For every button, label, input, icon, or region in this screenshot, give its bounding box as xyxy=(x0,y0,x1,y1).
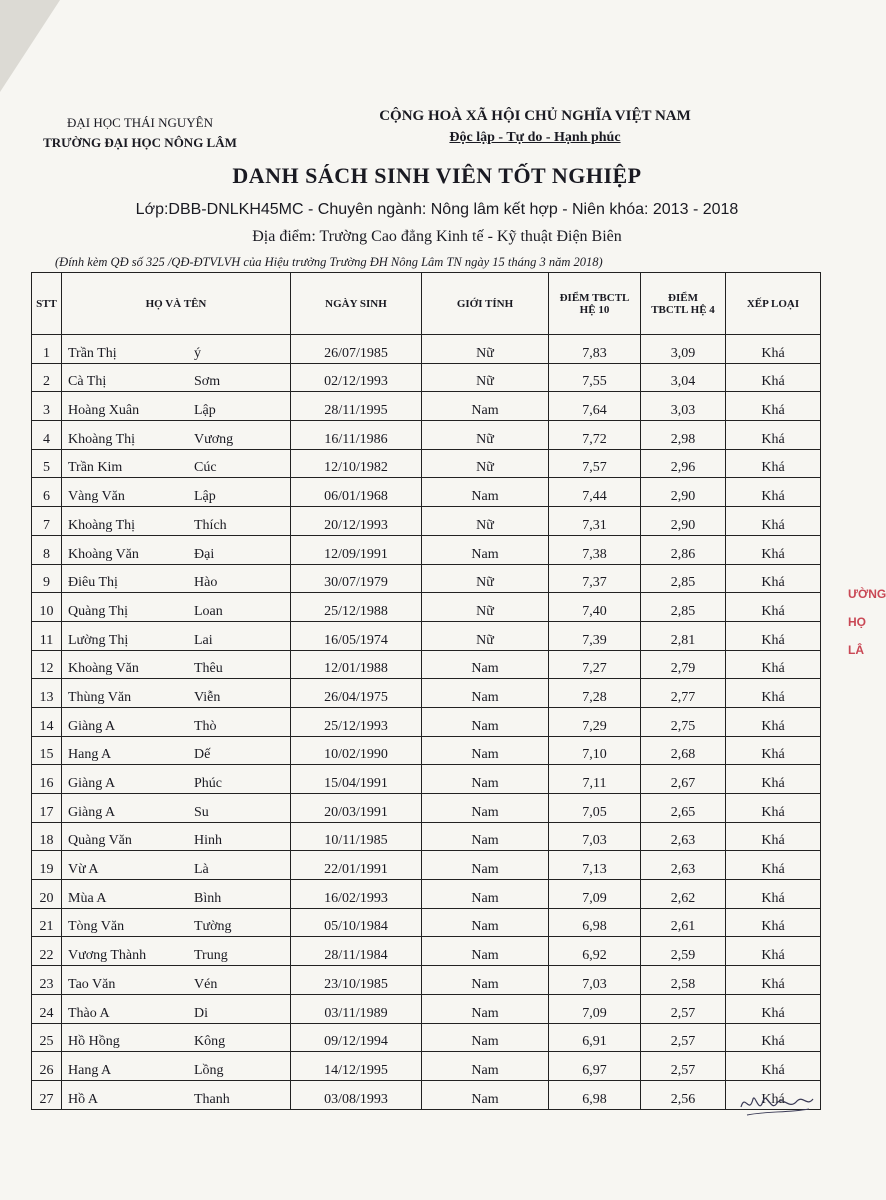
cell-name xyxy=(62,736,291,765)
cell-gpa10: 6,98 xyxy=(549,1080,641,1109)
table-row xyxy=(32,679,821,708)
cell-gender: Nam xyxy=(422,478,549,507)
document-title: DANH SÁCH SINH VIÊN TỐT NGHIỆP xyxy=(232,163,642,188)
cell-name xyxy=(62,593,291,622)
name-first: Điêu Thị xyxy=(68,575,118,591)
cell-gpa4: 2,81 xyxy=(641,621,726,650)
cell-gpa4: 2,62 xyxy=(641,880,726,909)
cell-gpa10: 7,10 xyxy=(549,736,641,765)
cell-rank: Khá xyxy=(726,1023,821,1052)
cell-gender: Nam xyxy=(422,650,549,679)
cell-stt: 21 xyxy=(32,908,62,937)
cell-gpa10: 7,09 xyxy=(549,880,641,909)
table-row xyxy=(32,650,821,679)
cell-rank: Khá xyxy=(726,507,821,536)
cell-gender: Nữ xyxy=(422,564,549,593)
name-given: Cúc xyxy=(194,460,217,476)
name-first: Khoàng Thị xyxy=(68,517,136,533)
cell-dob: 09/12/1994 xyxy=(291,1023,422,1052)
cell-name xyxy=(62,707,291,736)
cell-gender: Nữ xyxy=(422,593,549,622)
cell-name xyxy=(62,621,291,650)
cell-gpa4: 2,85 xyxy=(641,564,726,593)
page-corner-fold xyxy=(0,0,60,92)
name-first: Mùa A xyxy=(68,890,107,906)
cell-rank: Khá xyxy=(726,363,821,392)
cell-stt: 1 xyxy=(32,335,62,364)
cell-rank: Khá xyxy=(726,621,821,650)
name-given: Thò xyxy=(194,718,217,734)
header-gpa10-line2: HỆ 10 xyxy=(579,303,610,316)
cell-dob: 30/07/1979 xyxy=(291,564,422,593)
cell-dob: 20/12/1993 xyxy=(291,507,422,536)
cell-name xyxy=(62,363,291,392)
cell-stt: 26 xyxy=(32,1052,62,1081)
cell-name xyxy=(62,1052,291,1081)
graduates-table xyxy=(31,272,821,1110)
cell-dob: 06/01/1968 xyxy=(291,478,422,507)
cell-rank: Khá xyxy=(726,392,821,421)
name-first: Trần Kim xyxy=(68,460,123,476)
cell-rank: Khá xyxy=(726,765,821,794)
table-row xyxy=(32,564,821,593)
cell-stt: 18 xyxy=(32,822,62,851)
name-first: Tao Văn xyxy=(68,976,116,992)
name-given: Kông xyxy=(194,1034,226,1050)
table-row xyxy=(32,994,821,1023)
cell-rank: Khá xyxy=(726,421,821,450)
name-first: Khoàng Văn xyxy=(68,661,139,677)
cell-stt: 19 xyxy=(32,851,62,880)
class-line: Lớp:DBB-DNLKH45MC - Chuyên ngành: Nông lâm kết hợp - Niên khóa: 2013 - 2018 xyxy=(135,201,739,218)
table-row xyxy=(32,765,821,794)
cell-gpa10: 7,09 xyxy=(549,994,641,1023)
cell-gpa10: 7,29 xyxy=(549,707,641,736)
name-first: Hồ A xyxy=(68,1091,98,1107)
name-given: Phúc xyxy=(194,776,222,791)
cell-rank: Khá xyxy=(726,593,821,622)
cell-name xyxy=(62,392,291,421)
cell-name xyxy=(62,449,291,478)
cell-stt: 12 xyxy=(32,650,62,679)
cell-gpa10: 7,38 xyxy=(549,535,641,564)
cell-name xyxy=(62,937,291,966)
cell-gpa4: 2,79 xyxy=(641,650,726,679)
cell-gpa4: 2,57 xyxy=(641,1052,726,1081)
decision-line: (Đính kèm QĐ số 325 /QĐ-ĐTVLVH của Hiệu trưởng Trường ĐH Nông Lâm TN ngày 15 tháng 3 năm 2018) xyxy=(55,255,603,269)
cell-dob: 14/12/1995 xyxy=(291,1052,422,1081)
name-given: Vén xyxy=(194,976,218,992)
header-right xyxy=(355,105,715,149)
cell-gender: Nam xyxy=(422,535,549,564)
table-row xyxy=(32,966,821,995)
table-row xyxy=(32,851,821,880)
table-row xyxy=(32,822,821,851)
cell-gpa4: 2,85 xyxy=(641,593,726,622)
table-row xyxy=(32,507,821,536)
cell-stt: 25 xyxy=(32,1023,62,1052)
cell-stt: 4 xyxy=(32,421,62,450)
cell-rank: Khá xyxy=(726,535,821,564)
cell-stt: 10 xyxy=(32,593,62,622)
university-name: ĐẠI HỌC THÁI NGUYÊN xyxy=(67,115,213,130)
cell-rank: Khá xyxy=(726,679,821,708)
cell-rank: Khá xyxy=(726,851,821,880)
cell-gpa4: 2,65 xyxy=(641,794,726,823)
name-given: Là xyxy=(194,862,209,878)
name-first: Tòng Văn xyxy=(68,919,125,935)
name-first: Giàng A xyxy=(68,804,116,820)
cell-gpa4: 2,96 xyxy=(641,449,726,478)
table-row xyxy=(32,363,821,392)
cell-stt: 8 xyxy=(32,535,62,564)
cell-stt: 23 xyxy=(32,966,62,995)
table-row xyxy=(32,736,821,765)
table-row xyxy=(32,1080,821,1109)
name-given: Dế xyxy=(194,747,211,763)
school-name: TRƯỜNG ĐẠI HỌC NÔNG LÂM xyxy=(43,135,237,150)
cell-dob: 16/02/1993 xyxy=(291,880,422,909)
table-row xyxy=(32,880,821,909)
name-given: Thêu xyxy=(194,661,223,677)
cell-gender: Nam xyxy=(422,736,549,765)
cell-gpa10: 7,05 xyxy=(549,794,641,823)
cell-gpa4: 3,04 xyxy=(641,363,726,392)
table-row xyxy=(32,794,821,823)
cell-rank: Khá xyxy=(726,736,821,765)
cell-stt: 14 xyxy=(32,707,62,736)
cell-gender: Nữ xyxy=(422,363,549,392)
cell-dob: 05/10/1984 xyxy=(291,908,422,937)
cell-stt: 20 xyxy=(32,880,62,909)
name-first: Quàng Thị xyxy=(68,603,129,619)
cell-rank: Khá xyxy=(726,564,821,593)
cell-dob: 28/11/1995 xyxy=(291,392,422,421)
cell-name xyxy=(62,851,291,880)
cell-gpa10: 6,97 xyxy=(549,1052,641,1081)
cell-stt: 11 xyxy=(32,621,62,650)
cell-gpa10: 6,92 xyxy=(549,937,641,966)
cell-rank: Khá xyxy=(726,794,821,823)
name-given: Thích xyxy=(194,517,227,533)
cell-gpa4: 2,61 xyxy=(641,908,726,937)
cell-gender: Nam xyxy=(422,994,549,1023)
cell-gpa10: 7,57 xyxy=(549,449,641,478)
header-gpa4-line1: ĐIỂM xyxy=(668,291,698,304)
cell-dob: 26/04/1975 xyxy=(291,679,422,708)
cell-stt: 9 xyxy=(32,564,62,593)
header-gpa10-line1: ĐIỂM TBCTL xyxy=(559,291,630,304)
cell-gender: Nam xyxy=(422,392,549,421)
name-given: Lai xyxy=(194,632,213,648)
cell-dob: 12/01/1988 xyxy=(291,650,422,679)
name-given: Lồng xyxy=(194,1062,224,1078)
cell-stt: 16 xyxy=(32,765,62,794)
cell-gpa10: 7,31 xyxy=(549,507,641,536)
header-name: HỌ VÀ TÊN xyxy=(62,273,291,335)
table-row xyxy=(32,535,821,564)
cell-gender: Nam xyxy=(422,966,549,995)
country-name: CỘNG HOÀ XÃ HỘI CHỦ NGHĨA VIỆT NAM xyxy=(379,108,691,124)
cell-gender: Nam xyxy=(422,1080,549,1109)
cell-name xyxy=(62,421,291,450)
cell-gender: Nữ xyxy=(422,335,549,364)
cell-gpa10: 7,39 xyxy=(549,621,641,650)
name-given: Vương xyxy=(194,431,234,447)
cell-rank: Khá xyxy=(726,994,821,1023)
cell-gender: Nam xyxy=(422,765,549,794)
table-row xyxy=(32,478,821,507)
cell-dob: 20/03/1991 xyxy=(291,794,422,823)
cell-name xyxy=(62,794,291,823)
header-rank: XẾP LOẠI xyxy=(726,273,821,335)
header-dob: NGÀY SINH xyxy=(291,273,422,335)
cell-gpa10: 7,03 xyxy=(549,966,641,995)
table-row xyxy=(32,1052,821,1081)
cell-name xyxy=(62,1023,291,1052)
cell-gpa4: 3,03 xyxy=(641,392,726,421)
cell-name xyxy=(62,880,291,909)
name-given: Hinh xyxy=(194,833,222,849)
cell-gpa10: 7,83 xyxy=(549,335,641,364)
cell-gender: Nam xyxy=(422,851,549,880)
name-given: Viễn xyxy=(194,689,221,705)
cell-name xyxy=(62,564,291,593)
handwritten-signature xyxy=(737,1085,817,1125)
cell-name xyxy=(62,822,291,851)
name-first: Thùng Văn xyxy=(68,689,132,705)
cell-gender: Nam xyxy=(422,1023,549,1052)
cell-name xyxy=(62,650,291,679)
table-row xyxy=(32,937,821,966)
name-given: Di xyxy=(194,1005,208,1021)
cell-gpa10: 7,27 xyxy=(549,650,641,679)
cell-stt: 27 xyxy=(32,1080,62,1109)
table-row xyxy=(32,621,821,650)
cell-dob: 10/11/1985 xyxy=(291,822,422,851)
name-given: Lập xyxy=(194,489,216,505)
cell-gender: Nữ xyxy=(422,421,549,450)
table-row xyxy=(32,449,821,478)
header-gpa10 xyxy=(549,273,641,335)
cell-dob: 22/01/1991 xyxy=(291,851,422,880)
header-gender: GIỚI TÍNH xyxy=(422,273,549,335)
name-given: Tường xyxy=(194,919,232,935)
cell-gender: Nữ xyxy=(422,507,549,536)
cell-dob: 02/12/1993 xyxy=(291,363,422,392)
cell-name xyxy=(62,966,291,995)
cell-gpa10: 7,03 xyxy=(549,822,641,851)
cell-dob: 03/11/1989 xyxy=(291,994,422,1023)
name-first: Hang A xyxy=(68,1062,112,1078)
name-given: Trung xyxy=(194,948,228,964)
cell-stt: 22 xyxy=(32,937,62,966)
cell-gender: Nữ xyxy=(422,449,549,478)
cell-dob: 15/04/1991 xyxy=(291,765,422,794)
cell-rank: Khá xyxy=(726,478,821,507)
cell-rank: Khá xyxy=(726,335,821,364)
cell-gpa4: 2,68 xyxy=(641,736,726,765)
header-left xyxy=(30,113,250,153)
cell-rank: Khá xyxy=(726,822,821,851)
cell-name xyxy=(62,679,291,708)
table-row xyxy=(32,908,821,937)
cell-gpa10: 7,44 xyxy=(549,478,641,507)
table-row xyxy=(32,707,821,736)
cell-gender: Nam xyxy=(422,794,549,823)
cell-gender: Nam xyxy=(422,822,549,851)
cell-gpa10: 7,11 xyxy=(549,765,641,794)
name-first: Vừ A xyxy=(68,862,99,878)
name-first: Vương Thành xyxy=(68,948,147,964)
cell-gpa10: 7,40 xyxy=(549,593,641,622)
cell-rank: Khá xyxy=(726,1052,821,1081)
cell-name xyxy=(62,507,291,536)
cell-gpa10: 7,55 xyxy=(549,363,641,392)
cell-gpa4: 2,59 xyxy=(641,937,726,966)
cell-name xyxy=(62,535,291,564)
name-given: Lập xyxy=(194,403,216,419)
cell-name xyxy=(62,1080,291,1109)
cell-dob: 12/10/1982 xyxy=(291,449,422,478)
cell-gpa4: 2,90 xyxy=(641,507,726,536)
cell-stt: 2 xyxy=(32,363,62,392)
cell-gender: Nữ xyxy=(422,621,549,650)
name-first: Trần Thị xyxy=(68,345,117,361)
name-first: Thào A xyxy=(68,1005,110,1021)
cell-name xyxy=(62,478,291,507)
cell-gpa10: 7,72 xyxy=(549,421,641,450)
cell-dob: 28/11/1984 xyxy=(291,937,422,966)
cell-gpa4: 2,63 xyxy=(641,851,726,880)
cell-stt: 6 xyxy=(32,478,62,507)
cell-stt: 17 xyxy=(32,794,62,823)
cell-dob: 25/12/1988 xyxy=(291,593,422,622)
name-given: Su xyxy=(194,804,209,820)
cell-gpa4: 2,57 xyxy=(641,1023,726,1052)
name-given: ý xyxy=(194,345,201,361)
name-first: Hoàng Xuân xyxy=(68,403,140,419)
cell-gpa4: 2,98 xyxy=(641,421,726,450)
cell-gpa10: 7,64 xyxy=(549,392,641,421)
name-first: Giàng A xyxy=(68,776,116,791)
name-first: Quàng Văn xyxy=(68,833,132,849)
name-first: Khoàng Văn xyxy=(68,546,139,562)
table-row xyxy=(32,593,821,622)
name-given: Bình xyxy=(194,890,222,906)
cell-name xyxy=(62,994,291,1023)
cell-gender: Nam xyxy=(422,679,549,708)
name-given: Sơm xyxy=(194,374,221,390)
cell-name xyxy=(62,908,291,937)
cell-gpa4: 2,75 xyxy=(641,707,726,736)
cell-dob: 25/12/1993 xyxy=(291,707,422,736)
cell-stt: 7 xyxy=(32,507,62,536)
cell-stt: 5 xyxy=(32,449,62,478)
cell-gpa10: 6,91 xyxy=(549,1023,641,1052)
cell-stt: 24 xyxy=(32,994,62,1023)
red-stamp-fragment: ƯỜNG HỌ LÂ xyxy=(848,587,886,657)
cell-rank: Khá xyxy=(726,1080,821,1109)
name-given: Hào xyxy=(194,575,218,591)
cell-dob: 23/10/1985 xyxy=(291,966,422,995)
cell-gpa4: 2,56 xyxy=(641,1080,726,1109)
cell-gpa10: 6,98 xyxy=(549,908,641,937)
table-row xyxy=(32,1023,821,1052)
cell-dob: 03/08/1993 xyxy=(291,1080,422,1109)
name-first: Lường Thị xyxy=(68,632,129,648)
cell-gpa4: 3,09 xyxy=(641,335,726,364)
cell-gender: Nam xyxy=(422,1052,549,1081)
cell-gpa4: 2,86 xyxy=(641,535,726,564)
name-first: Giàng A xyxy=(68,718,116,734)
cell-gpa10: 7,37 xyxy=(549,564,641,593)
cell-rank: Khá xyxy=(726,707,821,736)
table-row xyxy=(32,421,821,450)
cell-gpa10: 7,13 xyxy=(549,851,641,880)
cell-dob: 12/09/1991 xyxy=(291,535,422,564)
cell-gpa4: 2,90 xyxy=(641,478,726,507)
cell-gender: Nam xyxy=(422,707,549,736)
cell-dob: 16/11/1986 xyxy=(291,421,422,450)
cell-dob: 10/02/1990 xyxy=(291,736,422,765)
cell-gpa4: 2,67 xyxy=(641,765,726,794)
cell-stt: 13 xyxy=(32,679,62,708)
name-first: Khoàng Thị xyxy=(68,431,136,447)
name-first: Vàng Văn xyxy=(68,489,125,505)
cell-gpa4: 2,77 xyxy=(641,679,726,708)
name-given: Loan xyxy=(194,603,223,619)
cell-dob: 16/05/1974 xyxy=(291,621,422,650)
cell-rank: Khá xyxy=(726,449,821,478)
cell-dob: 26/07/1985 xyxy=(291,335,422,364)
cell-rank: Khá xyxy=(726,937,821,966)
name-first: Cà Thị xyxy=(68,374,107,390)
header-stt: STT xyxy=(32,273,62,335)
name-first: Hang A xyxy=(68,747,112,763)
cell-rank: Khá xyxy=(726,966,821,995)
table-row xyxy=(32,392,821,421)
national-motto: Độc lập - Tự do - Hạnh phúc xyxy=(449,130,621,145)
cell-name xyxy=(62,335,291,364)
cell-gpa4: 2,63 xyxy=(641,822,726,851)
table-row xyxy=(32,335,821,364)
cell-gpa4: 2,58 xyxy=(641,966,726,995)
table-header-row xyxy=(32,273,821,335)
cell-rank: Khá xyxy=(726,908,821,937)
cell-gpa4: 2,57 xyxy=(641,994,726,1023)
header-gpa4-line2: TBCTL HỆ 4 xyxy=(651,303,715,316)
cell-stt: 15 xyxy=(32,736,62,765)
cell-stt: 3 xyxy=(32,392,62,421)
cell-gender: Nam xyxy=(422,880,549,909)
header-gpa4 xyxy=(641,273,726,335)
cell-rank: Khá xyxy=(726,650,821,679)
cell-gender: Nam xyxy=(422,937,549,966)
cell-rank: Khá xyxy=(726,880,821,909)
cell-gpa10: 7,28 xyxy=(549,679,641,708)
cell-gender: Nam xyxy=(422,908,549,937)
name-first: Hồ Hồng xyxy=(68,1034,120,1050)
cell-name xyxy=(62,765,291,794)
name-given: Đại xyxy=(194,546,215,562)
name-given: Thanh xyxy=(194,1091,230,1107)
location-line: Địa điểm: Trường Cao đẳng Kinh tế - Kỹ thuật Điện Biên xyxy=(252,228,622,245)
